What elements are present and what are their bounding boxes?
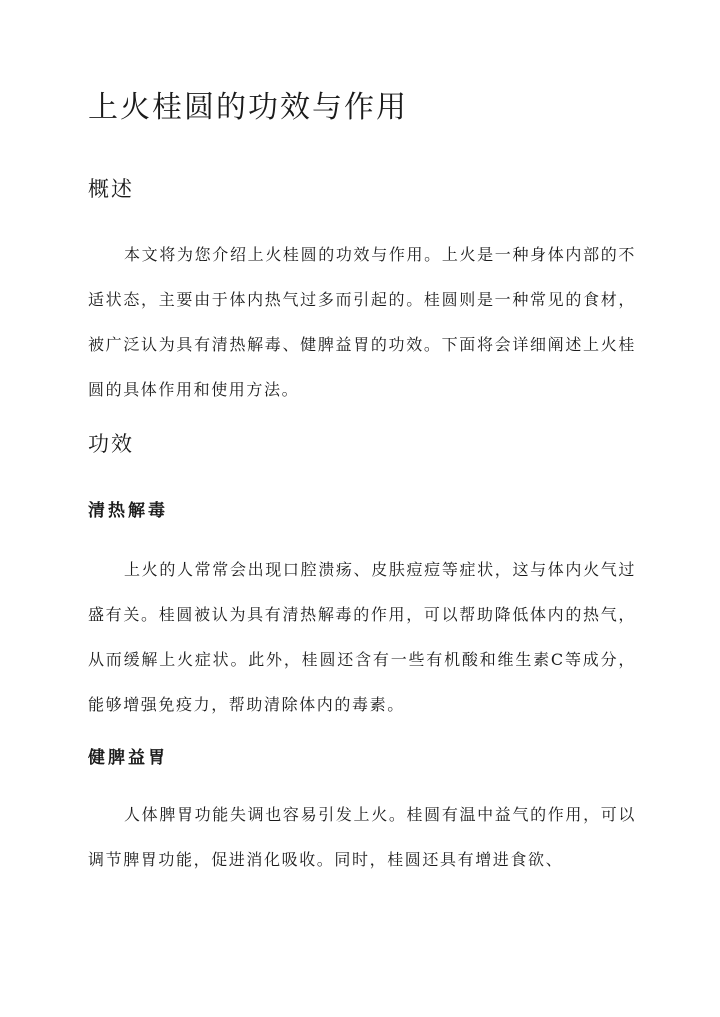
section-paragraph-qingre: 上火的人常常会出现口腔溃疡、皮肤痘痘等症状，这与体内火气过盛有关。桂圆被认为具有清热解毒的作用，可以帮助降低体内的热气，从而缓解上火症状。此外，桂圆还含有一些有机酸和维生素C等成分，能够增强免疫力，帮助清除体内的毒素。	[88, 560, 636, 714]
effects-heading: 功效	[88, 432, 134, 456]
overview-paragraph: 本文将为您介绍上火桂圆的功效与作用。上火是一种身体内部的不适状态，主要由于体内热气过多而引起的。桂圆则是一种常见的食材，被广泛认为具有清热解毒、健脾益胃的功效。下面将会详细阐述上火桂圆的具体作用和使用方法。	[88, 245, 636, 399]
overview-heading: 概述	[88, 177, 134, 201]
document-title: 上火桂圆的功效与作用	[88, 90, 408, 125]
section-heading-qingre: 清热解毒	[88, 501, 168, 521]
section-paragraph-jianpi: 人体脾胃功能失调也容易引发上火。桂圆有温中益气的作用，可以调节脾胃功能，促进消化吸收。同时，桂圆还具有增进食欲、	[88, 805, 636, 869]
section-heading-jianpi: 健脾益胃	[88, 748, 168, 768]
